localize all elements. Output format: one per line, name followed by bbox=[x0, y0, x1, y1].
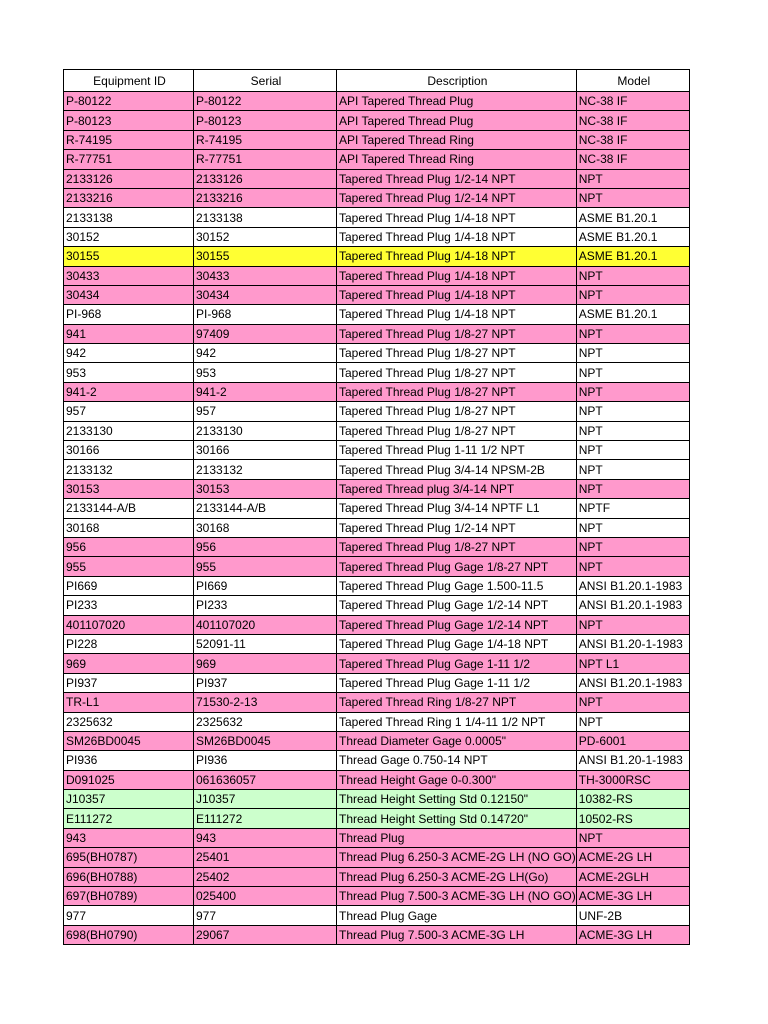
cell-model: ANSI B1.20.1-1983 bbox=[576, 673, 689, 692]
cell-serial: 97409 bbox=[194, 324, 337, 343]
table-row bbox=[64, 925, 690, 944]
cell-equipment-id: 30434 bbox=[64, 285, 194, 304]
cell-model: NPT bbox=[576, 421, 689, 440]
cell-serial: PI937 bbox=[194, 673, 337, 692]
table-row bbox=[64, 382, 690, 401]
table-row bbox=[64, 770, 690, 789]
table-row bbox=[64, 111, 690, 130]
cell-model: NC-38 IF bbox=[576, 150, 689, 169]
table-row bbox=[64, 906, 690, 925]
cell-description: Tapered Thread Plug 1/8-27 NPT bbox=[337, 344, 577, 363]
table-row bbox=[64, 92, 690, 111]
cell-equipment-id: PI228 bbox=[64, 634, 194, 653]
table-row bbox=[64, 479, 690, 498]
cell-description: Tapered Thread Plug Gage 1.500-11.5 bbox=[337, 576, 577, 595]
cell-description: Thread Height Setting Std 0.12150" bbox=[337, 790, 577, 809]
table-row bbox=[64, 867, 690, 886]
cell-equipment-id: 30152 bbox=[64, 227, 194, 246]
cell-equipment-id: 697(BH0789) bbox=[64, 887, 194, 906]
cell-description: Tapered Thread Plug 1-11 1/2 NPT bbox=[337, 441, 577, 460]
cell-model: NPT bbox=[576, 344, 689, 363]
cell-serial: 30168 bbox=[194, 518, 337, 537]
cell-equipment-id: 695(BH0787) bbox=[64, 848, 194, 867]
cell-equipment-id: PI937 bbox=[64, 673, 194, 692]
cell-serial: 2133130 bbox=[194, 421, 337, 440]
table-row bbox=[64, 188, 690, 207]
cell-model: NPT bbox=[576, 693, 689, 712]
table-row bbox=[64, 673, 690, 692]
header-row bbox=[64, 70, 690, 92]
table-row bbox=[64, 848, 690, 867]
cell-description: Tapered Thread Plug 1/4-18 NPT bbox=[337, 305, 577, 324]
table-row bbox=[64, 887, 690, 906]
cell-serial: 71530-2-13 bbox=[194, 693, 337, 712]
cell-equipment-id: R-77751 bbox=[64, 150, 194, 169]
cell-description: Tapered Thread Plug Gage 1-11 1/2 bbox=[337, 654, 577, 673]
cell-model: NPT bbox=[576, 518, 689, 537]
table-row bbox=[64, 828, 690, 847]
cell-description: API Tapered Thread Plug bbox=[337, 111, 577, 130]
cell-description: Thread Plug Gage bbox=[337, 906, 577, 925]
cell-model: ASME B1.20.1 bbox=[576, 227, 689, 246]
cell-serial: PI669 bbox=[194, 576, 337, 595]
header-serial: Serial bbox=[194, 70, 337, 92]
cell-equipment-id: 2325632 bbox=[64, 712, 194, 731]
cell-model: NPT bbox=[576, 712, 689, 731]
cell-model: ANSI B1.20-1-1983 bbox=[576, 751, 689, 770]
cell-model: NPTF bbox=[576, 499, 689, 518]
table-row bbox=[64, 285, 690, 304]
cell-model: NC-38 IF bbox=[576, 92, 689, 111]
cell-model: NPT bbox=[576, 828, 689, 847]
cell-model: ACME-2G LH bbox=[576, 848, 689, 867]
cell-equipment-id: 941 bbox=[64, 324, 194, 343]
cell-model: PD-6001 bbox=[576, 731, 689, 750]
cell-description: Tapered Thread Plug 1/8-27 NPT bbox=[337, 324, 577, 343]
cell-serial: 2133138 bbox=[194, 208, 337, 227]
cell-equipment-id: TR-L1 bbox=[64, 693, 194, 712]
cell-equipment-id: 2133144-A/B bbox=[64, 499, 194, 518]
cell-description: Tapered Thread Ring 1 1/4-11 1/2 NPT bbox=[337, 712, 577, 731]
cell-serial: 30433 bbox=[194, 266, 337, 285]
cell-description: Thread Plug 6.250-3 ACME-2G LH (NO GO) bbox=[337, 848, 577, 867]
cell-equipment-id: 30168 bbox=[64, 518, 194, 537]
cell-description: API Tapered Thread Ring bbox=[337, 130, 577, 149]
cell-description: Tapered Thread Plug 3/4-14 NPTF L1 bbox=[337, 499, 577, 518]
cell-equipment-id: 2133126 bbox=[64, 169, 194, 188]
cell-model: ACME-3G LH bbox=[576, 925, 689, 944]
cell-description: Tapered Thread Plug 1/4-18 NPT bbox=[337, 266, 577, 285]
table-row bbox=[64, 344, 690, 363]
table-row bbox=[64, 247, 690, 266]
cell-description: Tapered Thread Ring 1/8-27 NPT bbox=[337, 693, 577, 712]
cell-serial: R-77751 bbox=[194, 150, 337, 169]
cell-serial: 953 bbox=[194, 363, 337, 382]
table-row bbox=[64, 790, 690, 809]
table-row bbox=[64, 460, 690, 479]
cell-equipment-id: 943 bbox=[64, 828, 194, 847]
cell-equipment-id: PI936 bbox=[64, 751, 194, 770]
cell-model: 10382-RS bbox=[576, 790, 689, 809]
cell-description: Tapered Thread Plug 1/2-14 NPT bbox=[337, 518, 577, 537]
cell-description: Thread Plug 6.250-3 ACME-2G LH(Go) bbox=[337, 867, 577, 886]
cell-serial: 30155 bbox=[194, 247, 337, 266]
table-row bbox=[64, 266, 690, 285]
cell-serial: 943 bbox=[194, 828, 337, 847]
cell-equipment-id: 956 bbox=[64, 537, 194, 556]
cell-model: NC-38 IF bbox=[576, 111, 689, 130]
cell-model: 10502-RS bbox=[576, 809, 689, 828]
cell-equipment-id: 30155 bbox=[64, 247, 194, 266]
cell-description: Thread Plug 7.500-3 ACME-3G LH (NO GO) bbox=[337, 887, 577, 906]
cell-serial: 956 bbox=[194, 537, 337, 556]
cell-description: Thread Height Gage 0-0.300" bbox=[337, 770, 577, 789]
cell-equipment-id: 696(BH0788) bbox=[64, 867, 194, 886]
table-row bbox=[64, 557, 690, 576]
cell-serial: 025400 bbox=[194, 887, 337, 906]
cell-serial: 2133132 bbox=[194, 460, 337, 479]
cell-description: Thread Height Setting Std 0.14720" bbox=[337, 809, 577, 828]
cell-description: Tapered Thread Plug Gage 1/8-27 NPT bbox=[337, 557, 577, 576]
cell-model: ANSI B1.20-1-1983 bbox=[576, 634, 689, 653]
cell-model: NPT bbox=[576, 441, 689, 460]
cell-equipment-id: E111272 bbox=[64, 809, 194, 828]
table-row bbox=[64, 576, 690, 595]
cell-model: NPT bbox=[576, 479, 689, 498]
cell-description: Tapered Thread Plug 1/8-27 NPT bbox=[337, 402, 577, 421]
table-row bbox=[64, 751, 690, 770]
table-row bbox=[64, 305, 690, 324]
table-row bbox=[64, 169, 690, 188]
cell-equipment-id: 955 bbox=[64, 557, 194, 576]
cell-serial: PI233 bbox=[194, 596, 337, 615]
cell-serial: 25402 bbox=[194, 867, 337, 886]
table-row bbox=[64, 227, 690, 246]
cell-description: Tapered Thread Plug 3/4-14 NPSM-2B bbox=[337, 460, 577, 479]
cell-serial: PI-968 bbox=[194, 305, 337, 324]
table-row bbox=[64, 654, 690, 673]
header-description: Description bbox=[337, 70, 577, 92]
cell-equipment-id: SM26BD0045 bbox=[64, 731, 194, 750]
cell-model: NPT bbox=[576, 557, 689, 576]
cell-serial: 401107020 bbox=[194, 615, 337, 634]
cell-equipment-id: PI-968 bbox=[64, 305, 194, 324]
cell-equipment-id: 957 bbox=[64, 402, 194, 421]
cell-serial: 061636057 bbox=[194, 770, 337, 789]
cell-model: NPT bbox=[576, 382, 689, 401]
cell-serial: 2133216 bbox=[194, 188, 337, 207]
cell-description: Thread Plug 7.500-3 ACME-3G LH bbox=[337, 925, 577, 944]
cell-serial: 941-2 bbox=[194, 382, 337, 401]
cell-description: Thread Plug bbox=[337, 828, 577, 847]
cell-description: Thread Diameter Gage 0.0005" bbox=[337, 731, 577, 750]
table-body bbox=[64, 92, 690, 945]
cell-equipment-id: 30433 bbox=[64, 266, 194, 285]
cell-model: ASME B1.20.1 bbox=[576, 305, 689, 324]
cell-description: Thread Gage 0.750-14 NPT bbox=[337, 751, 577, 770]
cell-equipment-id: 969 bbox=[64, 654, 194, 673]
cell-equipment-id: 953 bbox=[64, 363, 194, 382]
cell-description: Tapered Thread Plug 1/8-27 NPT bbox=[337, 421, 577, 440]
cell-serial: 2133126 bbox=[194, 169, 337, 188]
cell-model: NPT bbox=[576, 266, 689, 285]
cell-model: NPT bbox=[576, 402, 689, 421]
cell-equipment-id: 977 bbox=[64, 906, 194, 925]
cell-description: Tapered Thread Plug Gage 1/2-14 NPT bbox=[337, 615, 577, 634]
cell-equipment-id: P-80122 bbox=[64, 92, 194, 111]
cell-description: API Tapered Thread Ring bbox=[337, 150, 577, 169]
cell-equipment-id: 941-2 bbox=[64, 382, 194, 401]
cell-equipment-id: 942 bbox=[64, 344, 194, 363]
table-row bbox=[64, 693, 690, 712]
cell-equipment-id: 698(BH0790) bbox=[64, 925, 194, 944]
cell-serial: 30166 bbox=[194, 441, 337, 460]
cell-equipment-id: R-74195 bbox=[64, 130, 194, 149]
cell-equipment-id: 2133216 bbox=[64, 188, 194, 207]
table-row bbox=[64, 518, 690, 537]
cell-serial: 30152 bbox=[194, 227, 337, 246]
table-row bbox=[64, 634, 690, 653]
cell-model: ACME-2GLH bbox=[576, 867, 689, 886]
cell-equipment-id: 2133132 bbox=[64, 460, 194, 479]
cell-model: NPT bbox=[576, 285, 689, 304]
cell-equipment-id: 30166 bbox=[64, 441, 194, 460]
cell-description: Tapered Thread Plug 1/8-27 NPT bbox=[337, 537, 577, 556]
cell-serial: 977 bbox=[194, 906, 337, 925]
cell-description: Tapered Thread Plug 1/8-27 NPT bbox=[337, 363, 577, 382]
cell-description: Tapered Thread Plug Gage 1/2-14 NPT bbox=[337, 596, 577, 615]
cell-model: ACME-3G LH bbox=[576, 887, 689, 906]
cell-model: NPT bbox=[576, 324, 689, 343]
cell-equipment-id: P-80123 bbox=[64, 111, 194, 130]
table-row bbox=[64, 441, 690, 460]
cell-description: Tapered Thread Plug 1/4-18 NPT bbox=[337, 247, 577, 266]
cell-description: Tapered Thread Plug 1/4-18 NPT bbox=[337, 285, 577, 304]
cell-model: ASME B1.20.1 bbox=[576, 247, 689, 266]
table-row bbox=[64, 596, 690, 615]
cell-model: NPT bbox=[576, 537, 689, 556]
table-row bbox=[64, 712, 690, 731]
cell-serial: R-74195 bbox=[194, 130, 337, 149]
cell-serial: 2325632 bbox=[194, 712, 337, 731]
cell-equipment-id: D091025 bbox=[64, 770, 194, 789]
table-row bbox=[64, 615, 690, 634]
cell-model: ANSI B1.20.1-1983 bbox=[576, 576, 689, 595]
cell-description: Tapered Thread Plug 1/4-18 NPT bbox=[337, 208, 577, 227]
cell-description: Tapered Thread Plug Gage 1/4-18 NPT bbox=[337, 634, 577, 653]
cell-equipment-id: 2133130 bbox=[64, 421, 194, 440]
header-model: Model bbox=[576, 70, 689, 92]
cell-model: NPT L1 bbox=[576, 654, 689, 673]
cell-serial: 969 bbox=[194, 654, 337, 673]
cell-serial: E111272 bbox=[194, 809, 337, 828]
cell-model: UNF-2B bbox=[576, 906, 689, 925]
cell-serial: P-80123 bbox=[194, 111, 337, 130]
cell-model: NPT bbox=[576, 363, 689, 382]
cell-description: Tapered Thread Plug 1/2-14 NPT bbox=[337, 188, 577, 207]
cell-equipment-id: 401107020 bbox=[64, 615, 194, 634]
cell-description: Tapered Thread Plug 1/4-18 NPT bbox=[337, 227, 577, 246]
table-row bbox=[64, 421, 690, 440]
equipment-table bbox=[63, 69, 690, 945]
cell-equipment-id: PI233 bbox=[64, 596, 194, 615]
table-row bbox=[64, 150, 690, 169]
cell-equipment-id: 2133138 bbox=[64, 208, 194, 227]
table-row bbox=[64, 208, 690, 227]
cell-model: NC-38 IF bbox=[576, 130, 689, 149]
cell-serial: SM26BD0045 bbox=[194, 731, 337, 750]
cell-equipment-id: J10357 bbox=[64, 790, 194, 809]
cell-description: Tapered Thread Plug Gage 1-11 1/2 bbox=[337, 673, 577, 692]
table-row bbox=[64, 324, 690, 343]
cell-serial: 29067 bbox=[194, 925, 337, 944]
cell-description: Tapered Thread plug 3/4-14 NPT bbox=[337, 479, 577, 498]
cell-serial: 942 bbox=[194, 344, 337, 363]
table-row bbox=[64, 537, 690, 556]
table-row bbox=[64, 130, 690, 149]
cell-serial: P-80122 bbox=[194, 92, 337, 111]
cell-description: Tapered Thread Plug 1/2-14 NPT bbox=[337, 169, 577, 188]
cell-equipment-id: PI669 bbox=[64, 576, 194, 595]
table-row bbox=[64, 363, 690, 382]
cell-description: Tapered Thread Plug 1/8-27 NPT bbox=[337, 382, 577, 401]
cell-model: TH-3000RSC bbox=[576, 770, 689, 789]
cell-model: NPT bbox=[576, 169, 689, 188]
cell-serial: 30153 bbox=[194, 479, 337, 498]
cell-serial: 30434 bbox=[194, 285, 337, 304]
cell-model: ANSI B1.20.1-1983 bbox=[576, 596, 689, 615]
table-row bbox=[64, 499, 690, 518]
cell-serial: J10357 bbox=[194, 790, 337, 809]
cell-serial: 957 bbox=[194, 402, 337, 421]
table-row bbox=[64, 402, 690, 421]
table-row bbox=[64, 731, 690, 750]
header-equipment-id: Equipment ID bbox=[64, 70, 194, 92]
cell-equipment-id: 30153 bbox=[64, 479, 194, 498]
cell-serial: 52091-11 bbox=[194, 634, 337, 653]
cell-serial: PI936 bbox=[194, 751, 337, 770]
cell-model: ASME B1.20.1 bbox=[576, 208, 689, 227]
cell-serial: 25401 bbox=[194, 848, 337, 867]
cell-serial: 955 bbox=[194, 557, 337, 576]
cell-description: API Tapered Thread Plug bbox=[337, 92, 577, 111]
cell-model: NPT bbox=[576, 460, 689, 479]
cell-serial: 2133144-A/B bbox=[194, 499, 337, 518]
table-row bbox=[64, 809, 690, 828]
cell-model: NPT bbox=[576, 188, 689, 207]
cell-model: NPT bbox=[576, 615, 689, 634]
